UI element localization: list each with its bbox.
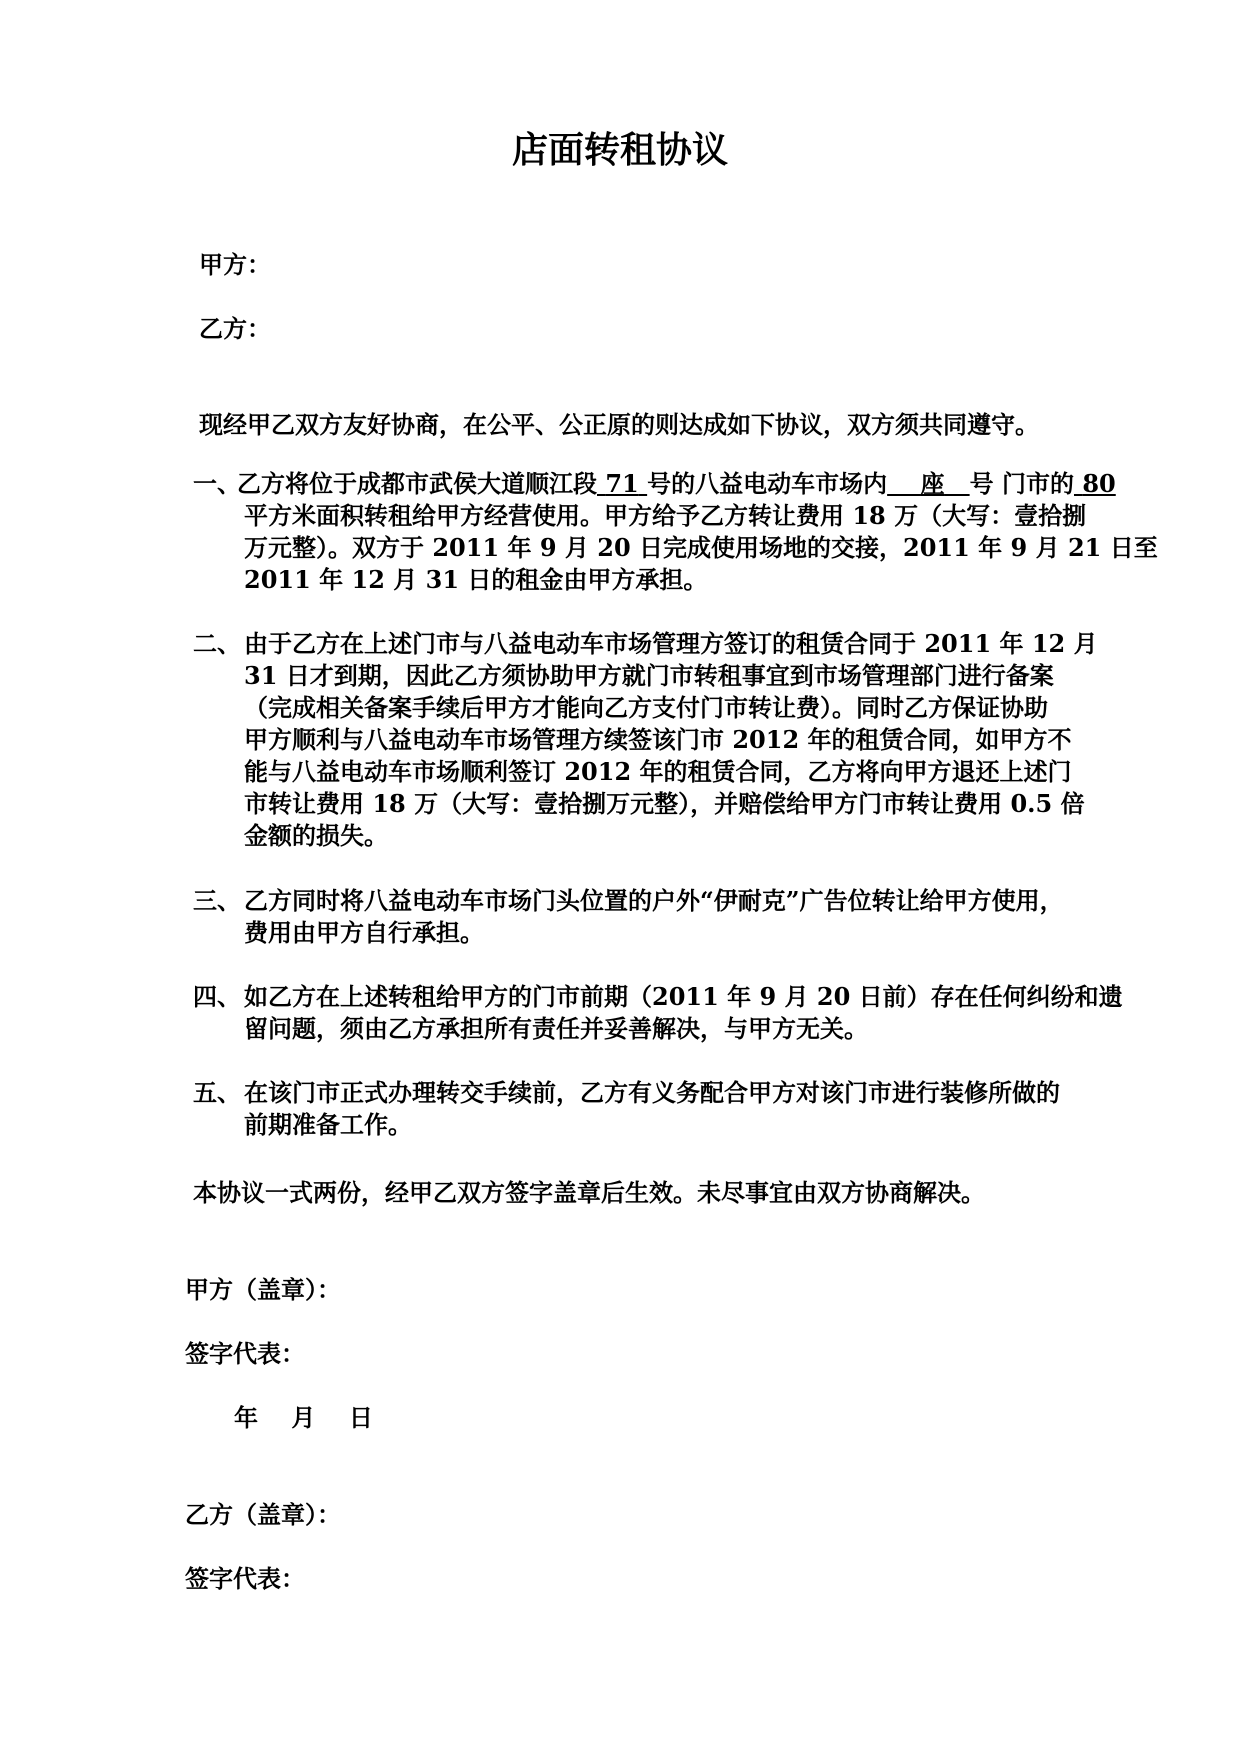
clause-1-line-3: 万元整）。双方于 2011 年 9 月 20 日完成使用场地的交接，2011 年 9 月 21 日至 — [244, 533, 1158, 562]
document-title: 店面转租协议 — [511, 129, 728, 171]
party-a-label: 甲方： — [199, 250, 271, 279]
clause-3-line: 费用由甲方自行承担。 — [244, 918, 484, 947]
street-number: 71 — [605, 469, 639, 498]
clause-5-line: 在该门市正式办理转交手续前，乙方有义务配合甲方对该门市进行装修所做的 — [244, 1078, 1060, 1107]
clause-2-line: 能与八益电动车市场顺利签订 2012 年的租赁合同，乙方将向甲方退还上述门 — [244, 757, 1072, 786]
party-a-seal-label: 甲方（盖章）： — [185, 1275, 341, 1304]
clause-5-line: 前期准备工作。 — [244, 1110, 412, 1139]
intro-paragraph: 现经甲乙双方友好协商，在公平、公正原的则达成如下协议，双方须共同遵守。 — [199, 410, 1039, 439]
clause-4-line: 如乙方在上述转租给甲方的门市前期（2011 年 9 月 20 日前）存在任何纠纷和遗 — [244, 982, 1123, 1011]
clause-2-line: 由于乙方在上述门市与八益电动车市场管理方签订的租赁合同于 2011 年 12 月 — [244, 629, 1098, 658]
party-b-label: 乙方： — [199, 314, 271, 343]
clause-3-line: 乙方同时将八益电动车市场门头位置的户外“伊耐克”广告位转让给甲方使用， — [244, 886, 1064, 915]
clause-5-number: 五、 — [193, 1078, 241, 1107]
clause-3-number: 三、 — [193, 886, 241, 915]
clause-2-number: 二、 — [193, 629, 241, 658]
clause-4-line: 留问题，须由乙方承担所有责任并妥善解决，与甲方无关。 — [244, 1014, 868, 1043]
clause-2-line: 31 日才到期，因此乙方须协助甲方就门市转租事宜到市场管理部门进行备案 — [244, 661, 1054, 690]
closing-statement: 本协议一式两份，经甲乙双方签字盖章后生效。未尽事宜由双方协商解决。 — [193, 1178, 985, 1207]
clause-1-line-4: 2011 年 12 月 31 日的租金由甲方承担。 — [244, 565, 708, 594]
party-b-seal-label: 乙方（盖章）： — [185, 1500, 341, 1529]
clause-2-line: 金额的损失。 — [244, 821, 388, 850]
building-blank: 座 — [920, 469, 945, 498]
party-a-representative-label: 签字代表： — [185, 1339, 305, 1368]
clause-2-line: 市转让费用 18 万（大写：壹拾捌万元整），并赔偿给甲方门市转让费用 0.5 倍 — [244, 789, 1085, 818]
clause-1-line-1: 乙方将位于成都市武侯大道顺江段 71 号的八益电动车市场内 座 号 门市的 80 — [237, 469, 1116, 498]
clause-2-line: 甲方顺利与八益电动车市场管理方续签该门市 2012 年的租赁合同，如甲方不 — [244, 725, 1072, 754]
clause-1-number: 一、 — [193, 469, 241, 498]
clause-4-number: 四、 — [193, 982, 241, 1011]
area-value: 80 — [1082, 469, 1116, 498]
party-b-representative-label: 签字代表： — [185, 1564, 305, 1593]
clause-1-line-2: 平方米面积转租给甲方经营使用。甲方给予乙方转让费用 18 万（大写：壹拾捌 — [244, 501, 1087, 530]
clause-2-line: （完成相关备案手续后甲方才能向乙方支付门市转让费）。同时乙方保证协助 — [244, 693, 1048, 722]
signing-date: 年 月 日 — [234, 1403, 373, 1432]
